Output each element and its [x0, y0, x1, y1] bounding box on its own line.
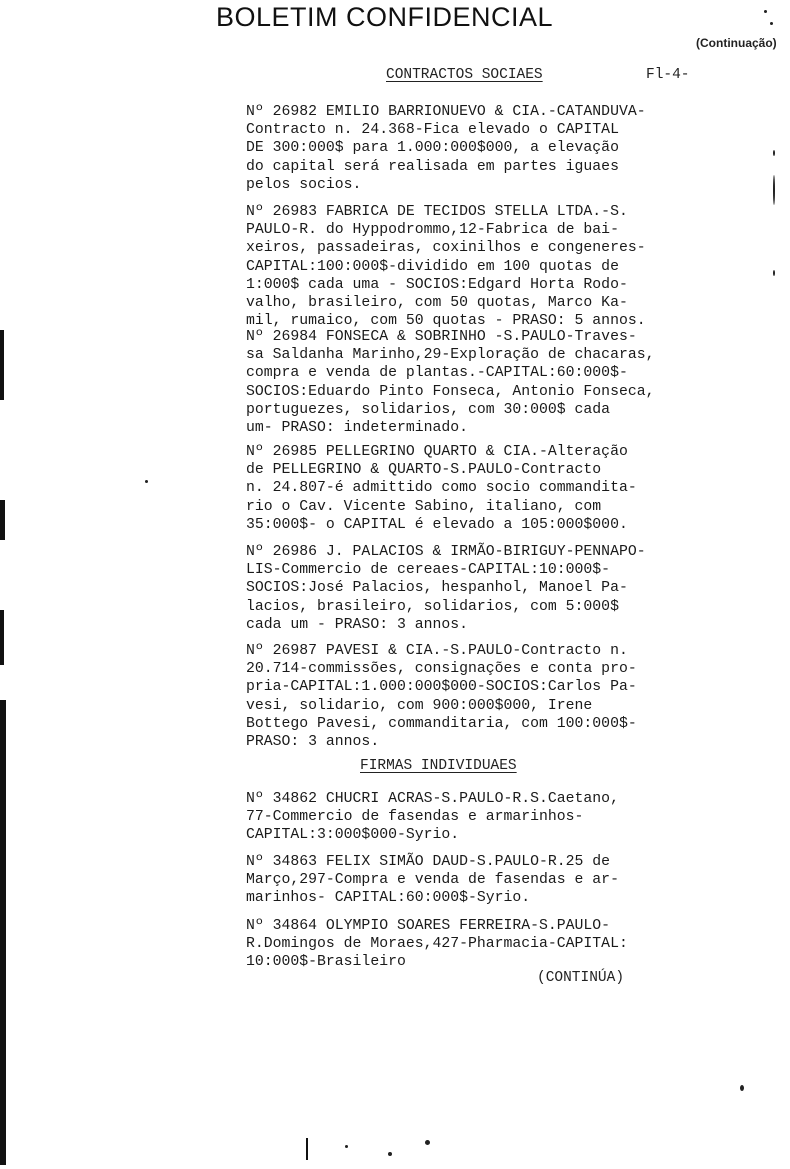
entry-line: Nº 26987 PAVESI & CIA.-S.PAULO-Contracto n. — [246, 643, 628, 659]
entry-line: mil, rumaico, com 50 quotas - PRASO: 5 annos. — [246, 313, 646, 330]
entry-line: Nº 34863 FELIX SIMÃO DAUD-S.PAULO-R.25 de — [246, 854, 611, 870]
entry-26986 — [246, 543, 686, 634]
entry-line: n. 24.807-é admittido como socio commandita- — [246, 480, 637, 497]
entry-line: compra e venda de plantas.-CAPITAL:60:000$- — [246, 365, 628, 382]
entry-line: CAPITAL:3:000$000-Syrio. — [246, 827, 460, 844]
entry-line: vesi, solidario, com 900:000$000, Irene — [246, 697, 593, 714]
entry-line: 10:000$-Brasileiro — [246, 954, 406, 971]
scan-speck — [764, 10, 767, 13]
scan-speck — [773, 150, 775, 156]
continuation-note: (Continuação) — [696, 36, 777, 50]
scan-edge-mark — [0, 610, 4, 665]
scan-speck — [425, 1140, 430, 1145]
entry-line: Bottego Pavesi, commanditaria, com 100:000$- — [246, 715, 637, 732]
entry-line: pelos socios. — [246, 176, 362, 193]
scan-speck — [388, 1152, 392, 1156]
entry-line: SOCIOS:José Palacios, hespanhol, Manoel Pa- — [246, 580, 628, 597]
entry-line: PRASO: 3 annos. — [246, 734, 380, 751]
entry-line: CAPITAL:100:000$-dividido em 100 quotas de — [246, 258, 619, 275]
entry-line: marinhos- CAPITAL:60:000$-Syrio. — [246, 890, 531, 907]
scan-edge-mark — [0, 500, 5, 540]
entry-line: Nº 26984 FONSECA & SOBRINHO -S.PAULO-Traves- — [246, 329, 637, 345]
entry-line: Março,297-Compra e venda de fasendas e ar- — [246, 872, 619, 889]
document-title: BOLETIM CONFIDENCIAL — [216, 2, 554, 32]
entry-line: sa Saldanha Marinho,29-Exploração de chacaras, — [246, 347, 655, 364]
entry-line: LIS-Commercio de cereaes-CAPITAL:10:000$- — [246, 562, 611, 579]
entry-34864 — [246, 917, 686, 972]
entry-line: Contracto n. 24.368-Fica elevado o CAPITAL — [246, 122, 619, 139]
section-title-contractos: CONTRACTOS SOCIAES — [386, 67, 543, 83]
entry-line: um- PRASO: indeterminado. — [246, 420, 468, 437]
entry-line: Nº 26983 FABRICA DE TECIDOS STELLA LTDA.-S. — [246, 204, 628, 220]
entry-line: Nº 34862 CHUCRI ACRAS-S.PAULO-R.S.Caetano, — [246, 791, 619, 807]
entry-line: 77-Commercio de fasendas e armarinhos- — [246, 809, 584, 826]
entry-line: PAULO-R. do Hyppodrommo,12-Fabrica de bai- — [246, 222, 619, 239]
scan-speck — [145, 480, 148, 483]
scan-speck — [770, 22, 773, 25]
entry-line: Nº 26982 EMILIO BARRIONUEVO & CIA.-CATANDUVA- — [246, 104, 646, 120]
scan-edge-mark — [0, 700, 6, 1165]
entry-26984 — [246, 328, 686, 437]
entry-line: Nº 26986 J. PALACIOS & IRMÃO-BIRIGUY-PENNAPO- — [246, 544, 646, 560]
entry-line: pria-CAPITAL:1.000:000$000-SOCIOS:Carlos Pa- — [246, 679, 637, 696]
entry-34863 — [246, 853, 686, 908]
entry-line: DE 300:000$ para 1.000:000$000, a elevação — [246, 140, 619, 157]
entry-26982 — [246, 103, 686, 194]
entry-26983 — [246, 203, 686, 330]
scan-speck — [773, 270, 775, 276]
scan-speck — [740, 1085, 744, 1091]
entry-34862 — [246, 790, 686, 845]
entry-line: do capital será realisada em partes iguaes — [246, 158, 619, 175]
entry-line: 20.714-commissões, consignações e conta pro- — [246, 661, 637, 678]
entry-line: 35:000$- o CAPITAL é elevado a 105:000$000. — [246, 516, 628, 533]
scan-edge-mark — [306, 1138, 308, 1160]
entry-line: rio o Cav. Vicente Sabino, italiano, com — [246, 498, 602, 515]
entry-line: cada um - PRASO: 3 annos. — [246, 616, 468, 633]
scan-edge-mark — [0, 330, 4, 400]
continua-note: (CONTINÚA) — [537, 970, 625, 986]
entry-line: SOCIOS:Eduardo Pinto Fonseca, Antonio Fonseca, — [246, 383, 655, 400]
entry-line: xeiros, passadeiras, coxinilhos e congeneres- — [246, 240, 646, 257]
section-title-firmas: FIRMAS INDIVIDUAES — [360, 758, 517, 774]
entry-26985 — [246, 443, 686, 534]
entry-line: valho, brasileiro, com 50 quotas, Marco Ka- — [246, 295, 628, 312]
entry-line: Nº 34864 OLYMPIO SOARES FERREIRA-S.PAULO- — [246, 918, 611, 934]
entry-line: Nº 26985 PELLEGRINO QUARTO & CIA.-Alteração — [246, 444, 628, 460]
entry-26987 — [246, 642, 686, 751]
folio-number: Fl-4- — [646, 67, 690, 83]
entry-line: R.Domingos de Moraes,427-Pharmacia-CAPITAL: — [246, 936, 628, 953]
entry-line: de PELLEGRINO & QUARTO-S.PAULO-Contracto — [246, 462, 602, 479]
scan-speck — [773, 175, 775, 205]
scan-speck — [345, 1145, 348, 1148]
entry-line: 1:000$ cada uma - SOCIOS:Edgard Horta Rodo- — [246, 276, 628, 293]
entry-line: lacios, brasileiro, solidarios, com 5:000$ — [246, 598, 619, 615]
entry-line: portuguezes, solidarios, com 30:000$ cada — [246, 401, 611, 418]
